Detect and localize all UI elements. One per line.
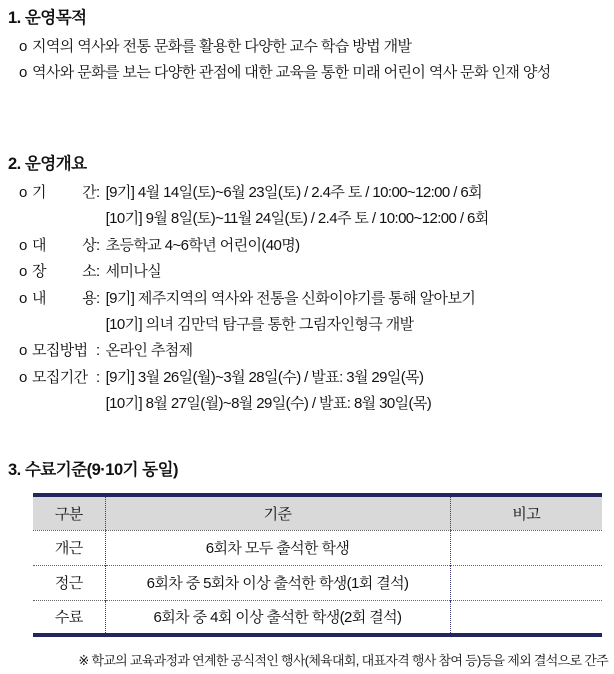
bullet-marker: o bbox=[19, 64, 27, 82]
section2-heading: 2. 운영개요 bbox=[8, 155, 87, 173]
target-label: 대 상 bbox=[32, 236, 96, 254]
table-header-row bbox=[33, 495, 602, 530]
content-label: 내 용 bbox=[32, 289, 96, 307]
section-operation-overview bbox=[8, 150, 610, 418]
overview-item-period bbox=[8, 180, 610, 233]
content-line-9th: [9기] 제주지역의 역사와 전통을 신화이야기를 통해 알아보기 bbox=[105, 289, 476, 307]
label-colon: : bbox=[96, 263, 100, 281]
period-line-10th: [10기] 9월 8일(토)~11월 24일(토) / 2.4주 토 / 10:00~12:00 / 6회 bbox=[105, 210, 489, 228]
row2-category: 정근 bbox=[33, 565, 105, 600]
label-colon: : bbox=[96, 236, 100, 254]
recruit-period-value bbox=[106, 365, 610, 418]
purpose-bullet-1-text: 지역의 역사와 전통 문화를 활용한 다양한 교수 학습 방법 개발 bbox=[32, 38, 412, 55]
table-row bbox=[33, 600, 602, 635]
attendance-exception-footnote: ※ 학교의 교육과정과 연계한 공식적인 행사(체육대회, 대표자격 행사 참여 등)등을 제외 결석으로 간주 bbox=[78, 653, 608, 668]
recruit-period-label: 모집기간 bbox=[32, 368, 88, 386]
overview-item-place bbox=[8, 259, 610, 285]
content-value bbox=[106, 286, 610, 339]
table-row bbox=[33, 530, 602, 565]
header-category: 구분 bbox=[33, 495, 105, 530]
purpose-bullet-2-text: 역사와 문화를 보는 다양한 관점에 대한 교육을 통한 미래 어린이 역사 문화 인재 양성 bbox=[32, 64, 551, 82]
recruit-period-line-10th: [10기] 8월 27일(월)~8월 29일(수) / 발표: 8월 30일(목) bbox=[105, 395, 432, 413]
place-line: 세미나실 bbox=[105, 263, 162, 281]
table-row bbox=[33, 565, 602, 600]
section1-heading: 1. 운영목적 bbox=[8, 9, 87, 27]
bullet-marker: o bbox=[19, 184, 27, 201]
period-label: 기 간 bbox=[32, 184, 96, 201]
overview-item-recruit-method bbox=[8, 338, 610, 364]
row2-note bbox=[450, 565, 602, 600]
bullet-marker: o bbox=[19, 236, 27, 254]
place-label: 장 소 bbox=[32, 263, 96, 281]
recruit-period-line-9th: [9기] 3월 26일(월)~3월 28일(수) / 발표: 3월 29일(목) bbox=[105, 368, 424, 386]
period-line-9th: [9기] 4월 14일(토)~6월 23일(토) / 2.4주 토 / 10:00~12:00 / 6회 bbox=[105, 184, 482, 201]
purpose-bullet-1 bbox=[8, 34, 610, 60]
header-criteria: 기준 bbox=[105, 495, 450, 530]
label-colon: : bbox=[96, 184, 100, 201]
overview-item-recruit-period bbox=[8, 365, 610, 418]
completion-criteria-table-wrap bbox=[33, 493, 610, 637]
period-value bbox=[106, 180, 610, 233]
target-value bbox=[106, 233, 610, 259]
label-colon: : bbox=[96, 289, 100, 307]
row2-criteria: 6회차 중 5회차 이상 출석한 학생(1회 결석) bbox=[105, 565, 450, 600]
section-completion-criteria bbox=[8, 456, 610, 637]
bullet-marker: o bbox=[19, 38, 27, 55]
overview-item-target bbox=[8, 233, 610, 259]
place-value bbox=[106, 259, 610, 285]
content-line-10th: [10기] 의녀 김만덕 탐구를 통한 그림자인형극 개발 bbox=[105, 316, 414, 334]
target-line: 초등학교 4~6학년 어린이(40명) bbox=[105, 236, 300, 254]
label-colon: : bbox=[96, 342, 100, 360]
row1-category: 개근 bbox=[54, 540, 83, 557]
section-operation-purpose bbox=[8, 4, 610, 87]
section3-heading: 3. 수료기준(9·10기 동일) bbox=[8, 461, 179, 479]
row3-note bbox=[450, 600, 602, 635]
overview-item-content bbox=[8, 286, 610, 339]
row3-criteria: 6회차 중 4회 이상 출석한 학생(2회 결석) bbox=[105, 600, 450, 635]
bullet-marker: o bbox=[19, 368, 27, 386]
completion-criteria-table bbox=[33, 493, 602, 637]
recruit-method-line: 온라인 추첨제 bbox=[105, 342, 193, 360]
label-colon: : bbox=[96, 368, 100, 386]
row1-criteria: 6회차 모두 출석한 학생 bbox=[105, 530, 450, 565]
bullet-marker: o bbox=[19, 289, 27, 307]
purpose-bullet-2 bbox=[8, 60, 610, 86]
bullet-marker: o bbox=[19, 263, 27, 281]
recruit-method-label: 모집방법 bbox=[32, 342, 88, 360]
bullet-marker: o bbox=[19, 342, 27, 360]
recruit-method-value bbox=[106, 338, 610, 364]
header-note: 비고 bbox=[450, 495, 602, 530]
row1-note bbox=[450, 530, 602, 565]
row3-category: 수료 bbox=[33, 600, 105, 635]
